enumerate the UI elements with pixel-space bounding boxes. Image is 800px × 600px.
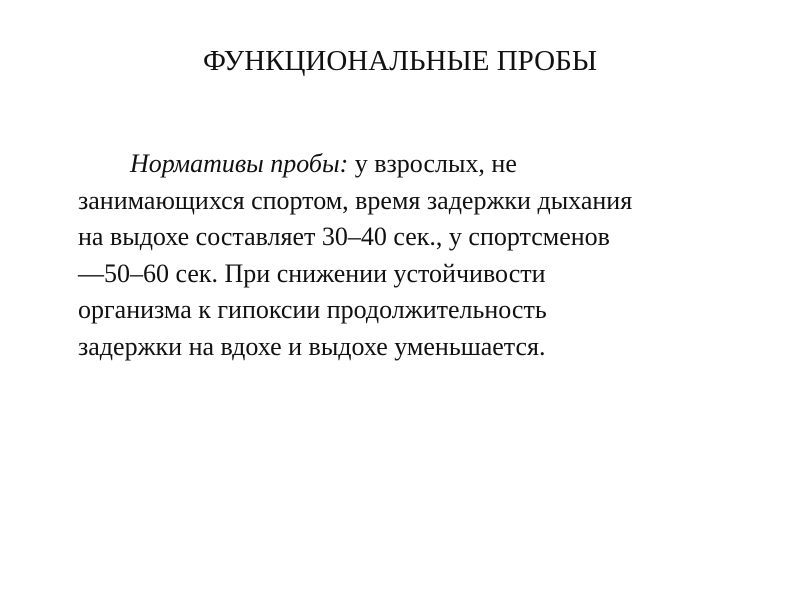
paragraph-line-5: организма к гипоксии продолжительность xyxy=(78,295,547,325)
paragraph-line-4: —50–60 сек. При снижении устойчивости xyxy=(78,258,546,288)
paragraph-lead: Нормативы пробы: xyxy=(130,149,349,178)
paragraph-line-2: занимающихся спортом, время задержки дыхания xyxy=(78,185,633,215)
slide-title: ФУНКЦИОНАЛЬНЫЕ ПРОБЫ xyxy=(202,45,598,77)
paragraph-line-1 xyxy=(78,146,748,183)
body-paragraph xyxy=(78,146,748,366)
paragraph-line-6: задержки на вдохе и выдохе уменьшается. xyxy=(78,331,546,361)
paragraph-line-1-rest: у взрослых, не xyxy=(348,149,517,178)
paragraph-line-3: на выдохе составляет 30–40 сек., у спортсменов xyxy=(78,222,610,252)
